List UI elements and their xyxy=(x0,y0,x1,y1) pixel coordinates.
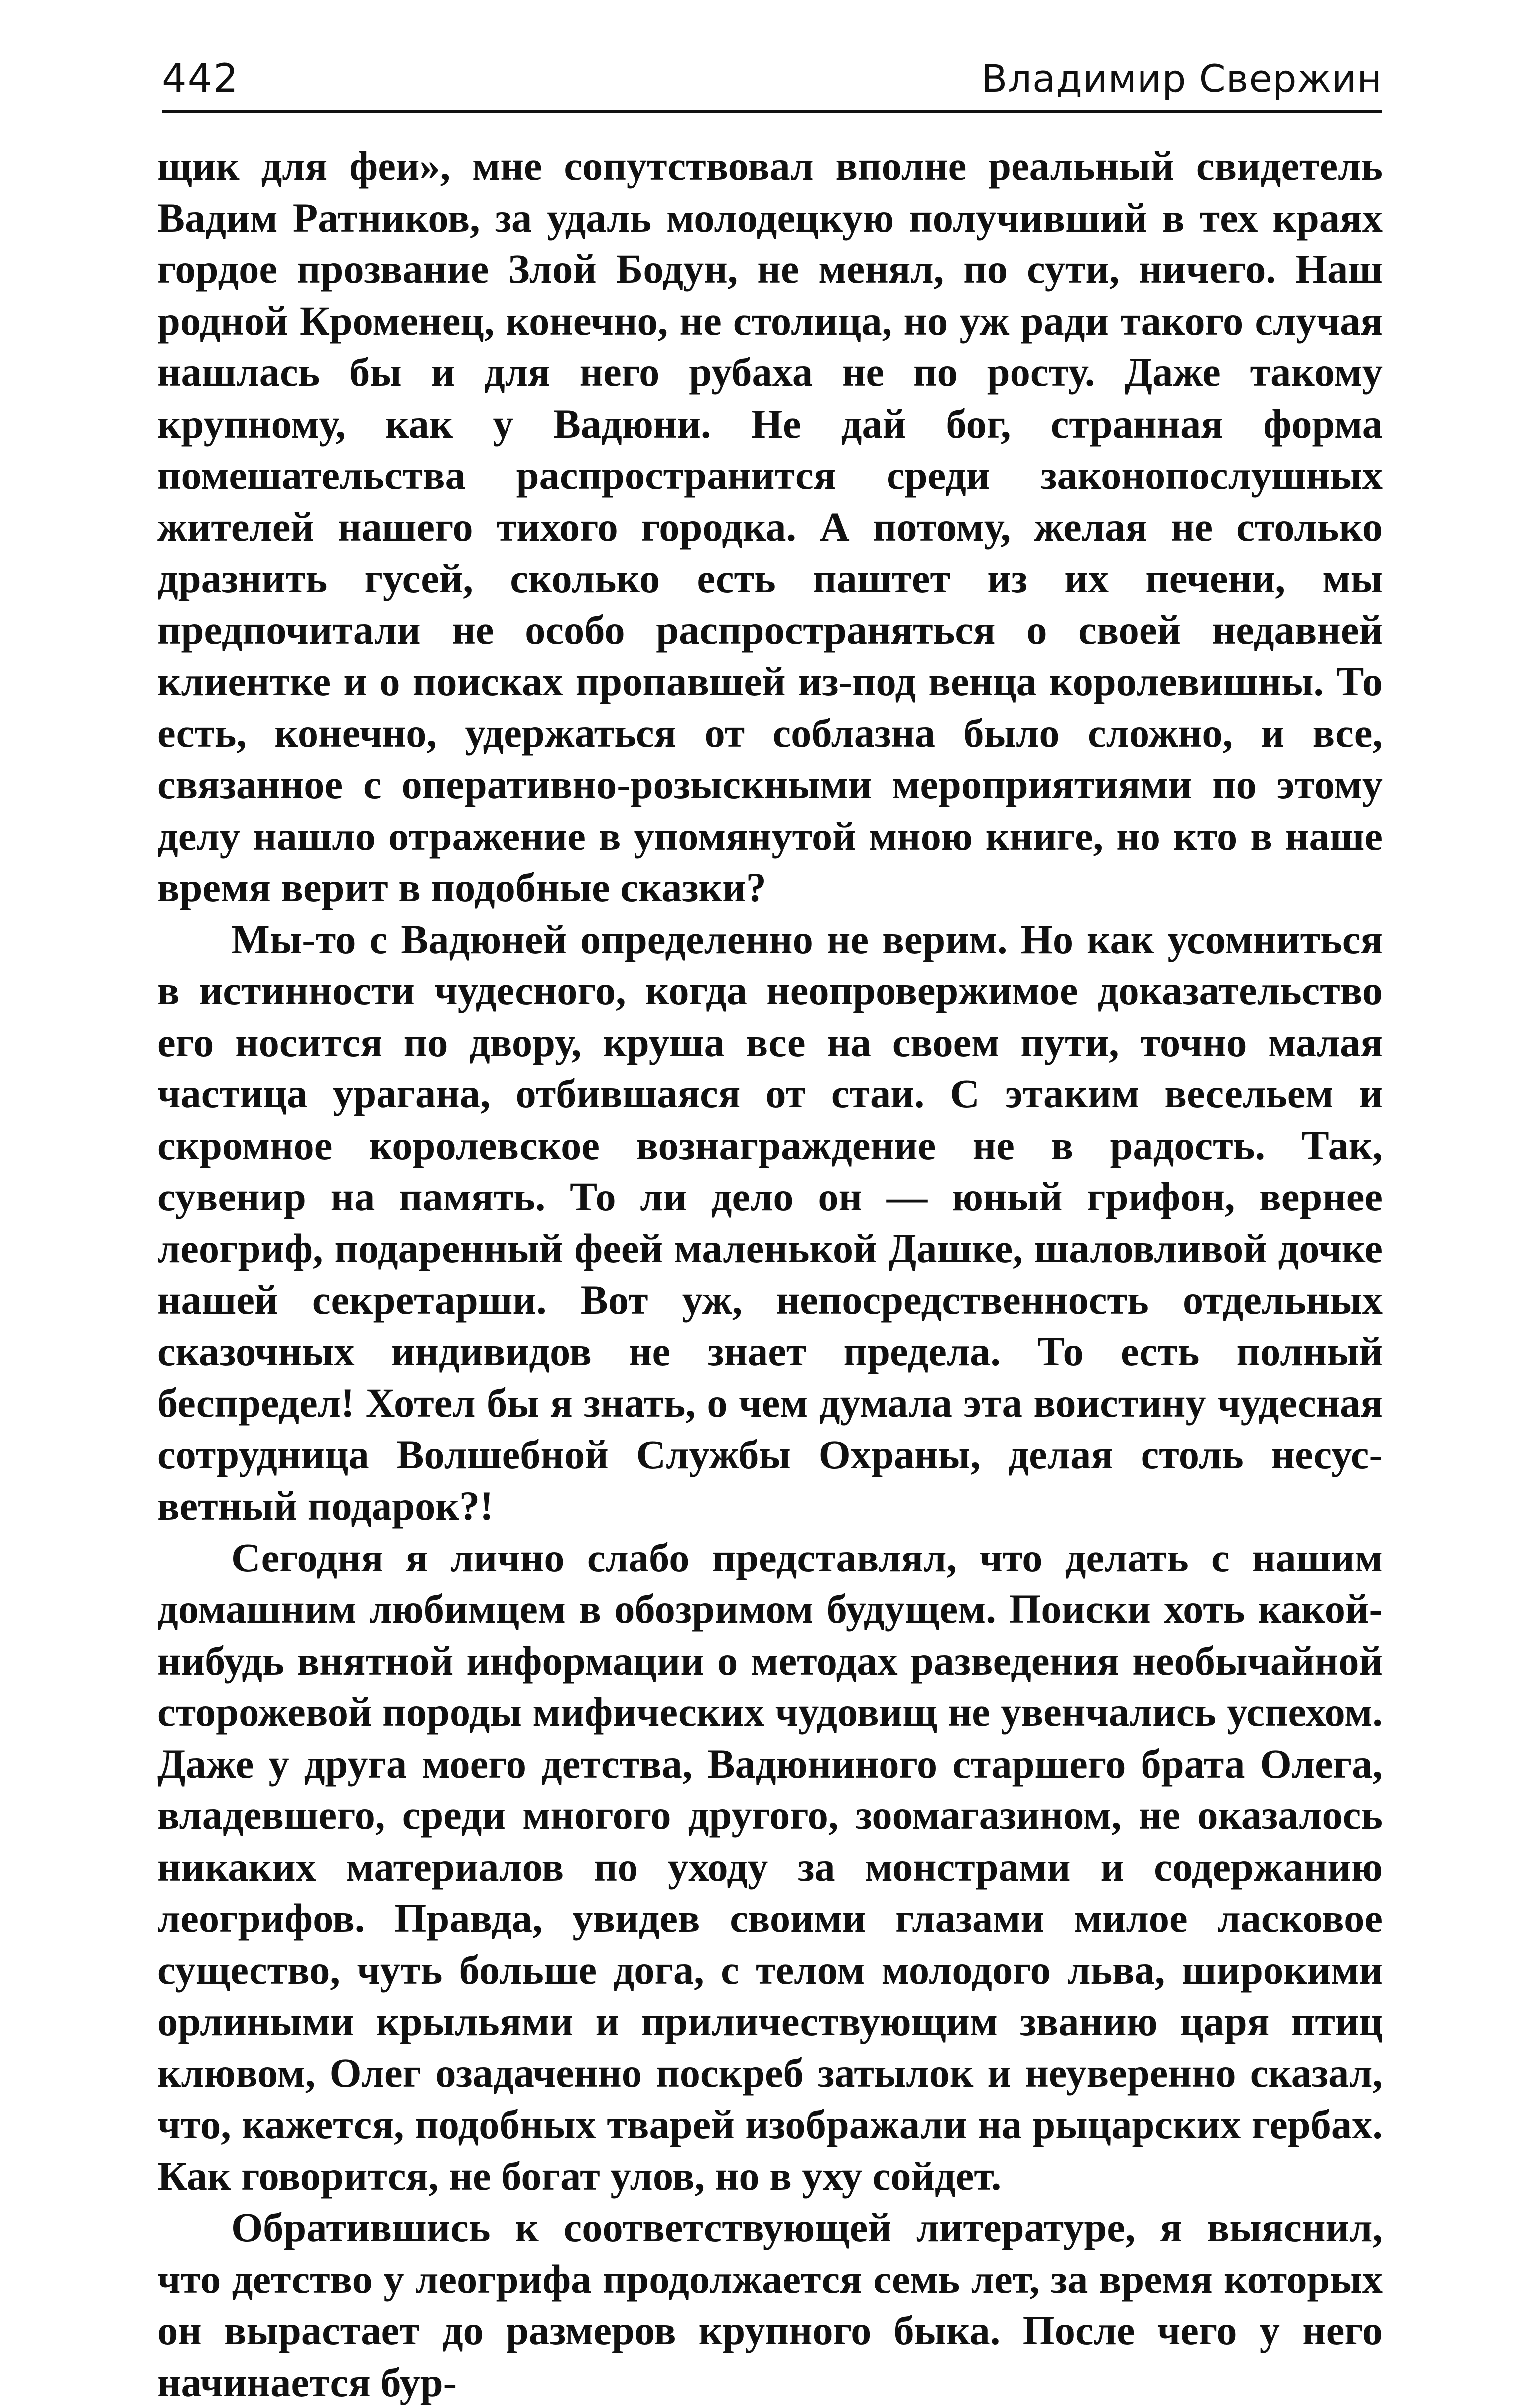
page-header xyxy=(162,44,1382,119)
body-text xyxy=(157,140,1383,2408)
paragraph: Сегодня я лично слабо представлял, что делать с нашим домашним любимцем в обозримом будущем. Поиски хоть какой-нибудь внятной информации о методах разведения необычайной сторожевой породы мифических чудовищ не увенчались успехом. Даже у друга моего детства, Вадюниного старшего брата Олега, владевшего, среди многого другого, зоомагазином, не оказалось никаких материалов по уходу за монстрами и содержанию леогрифов. Правда, увидев своими глазами милое ласковое существо, чуть больше дога, с телом молодого льва, широкими орлиными крыльями и приличествующим званию царя птиц клювом, Олег озадаченно поскреб затылок и неуверенно сказал, что, кажется, подобных тварей изображали на рыцарских гербах. Как говорится, не богат улов, но в уху сойдет. xyxy=(157,1534,1383,2199)
page-number: 442 xyxy=(162,56,239,101)
running-head-author: Владимир Свержин xyxy=(981,56,1382,101)
header-rule xyxy=(162,110,1382,113)
paragraph: Обратившись к соответствующей литературе, я выяснил, что детство у леогрифа продолжается семь лет, за время которых он выраcтает до размеров крупного быка. После чего у него начинается бур- xyxy=(157,2204,1383,2405)
paragraph-continued: щик для феи», мне сопутствовал вполне реальный свидетель Вадим Ратников, за удаль молодецкую получивший в тех краях гордое прозвание Злой Бодун, не менял, по сути, ничего. Наш родной Кроменец, конечно, не столица, но уж ради такого случая нашлась бы и для него рубаха не по росту. Даже такому крупному, как у Вадюни. Не дай бог, странная форма помешательства распространится среди законопослушных жителей нашего тихого городка. А потому, желая не столько дразнить гусей, сколько есть паштет из их печени, мы предпочитали не особо распространяться о своей недавней клиентке и о поисках пропавшей из-под венца королевишны. То есть, конечно, удержаться от соблазна было сложно, и все, связанное с оперативно-розыскными мероприятиями по этому делу нашло отражение в упомянутой мною книге, но кто в наше время верит в подобные сказки? xyxy=(157,143,1383,910)
paragraph: Мы-то с Вадюней определенно не верим. Но как усомниться в истинности чудесного, когда неопровержимое доказательство его носится по двору, круша все на своем пути, точно малая частица урагана, отбившаяся от стаи. С этаким весельем и скромное королевское вознаграждение не в радость. Так, сувенир на память. То ли дело он — юный грифон, вернее леогриф, подаренный феей маленькой Дашке, шаловливой дочке нашей секретарши. Вот уж, непосредственность отдельных сказочных индивидов не знает предела. То есть полный беспредел! Хотел бы я знать, о чем думала эта воистину чудесная сотрудница Волшебной Службы Охраны, делая столь несусветный подарок?! xyxy=(157,916,1383,1529)
